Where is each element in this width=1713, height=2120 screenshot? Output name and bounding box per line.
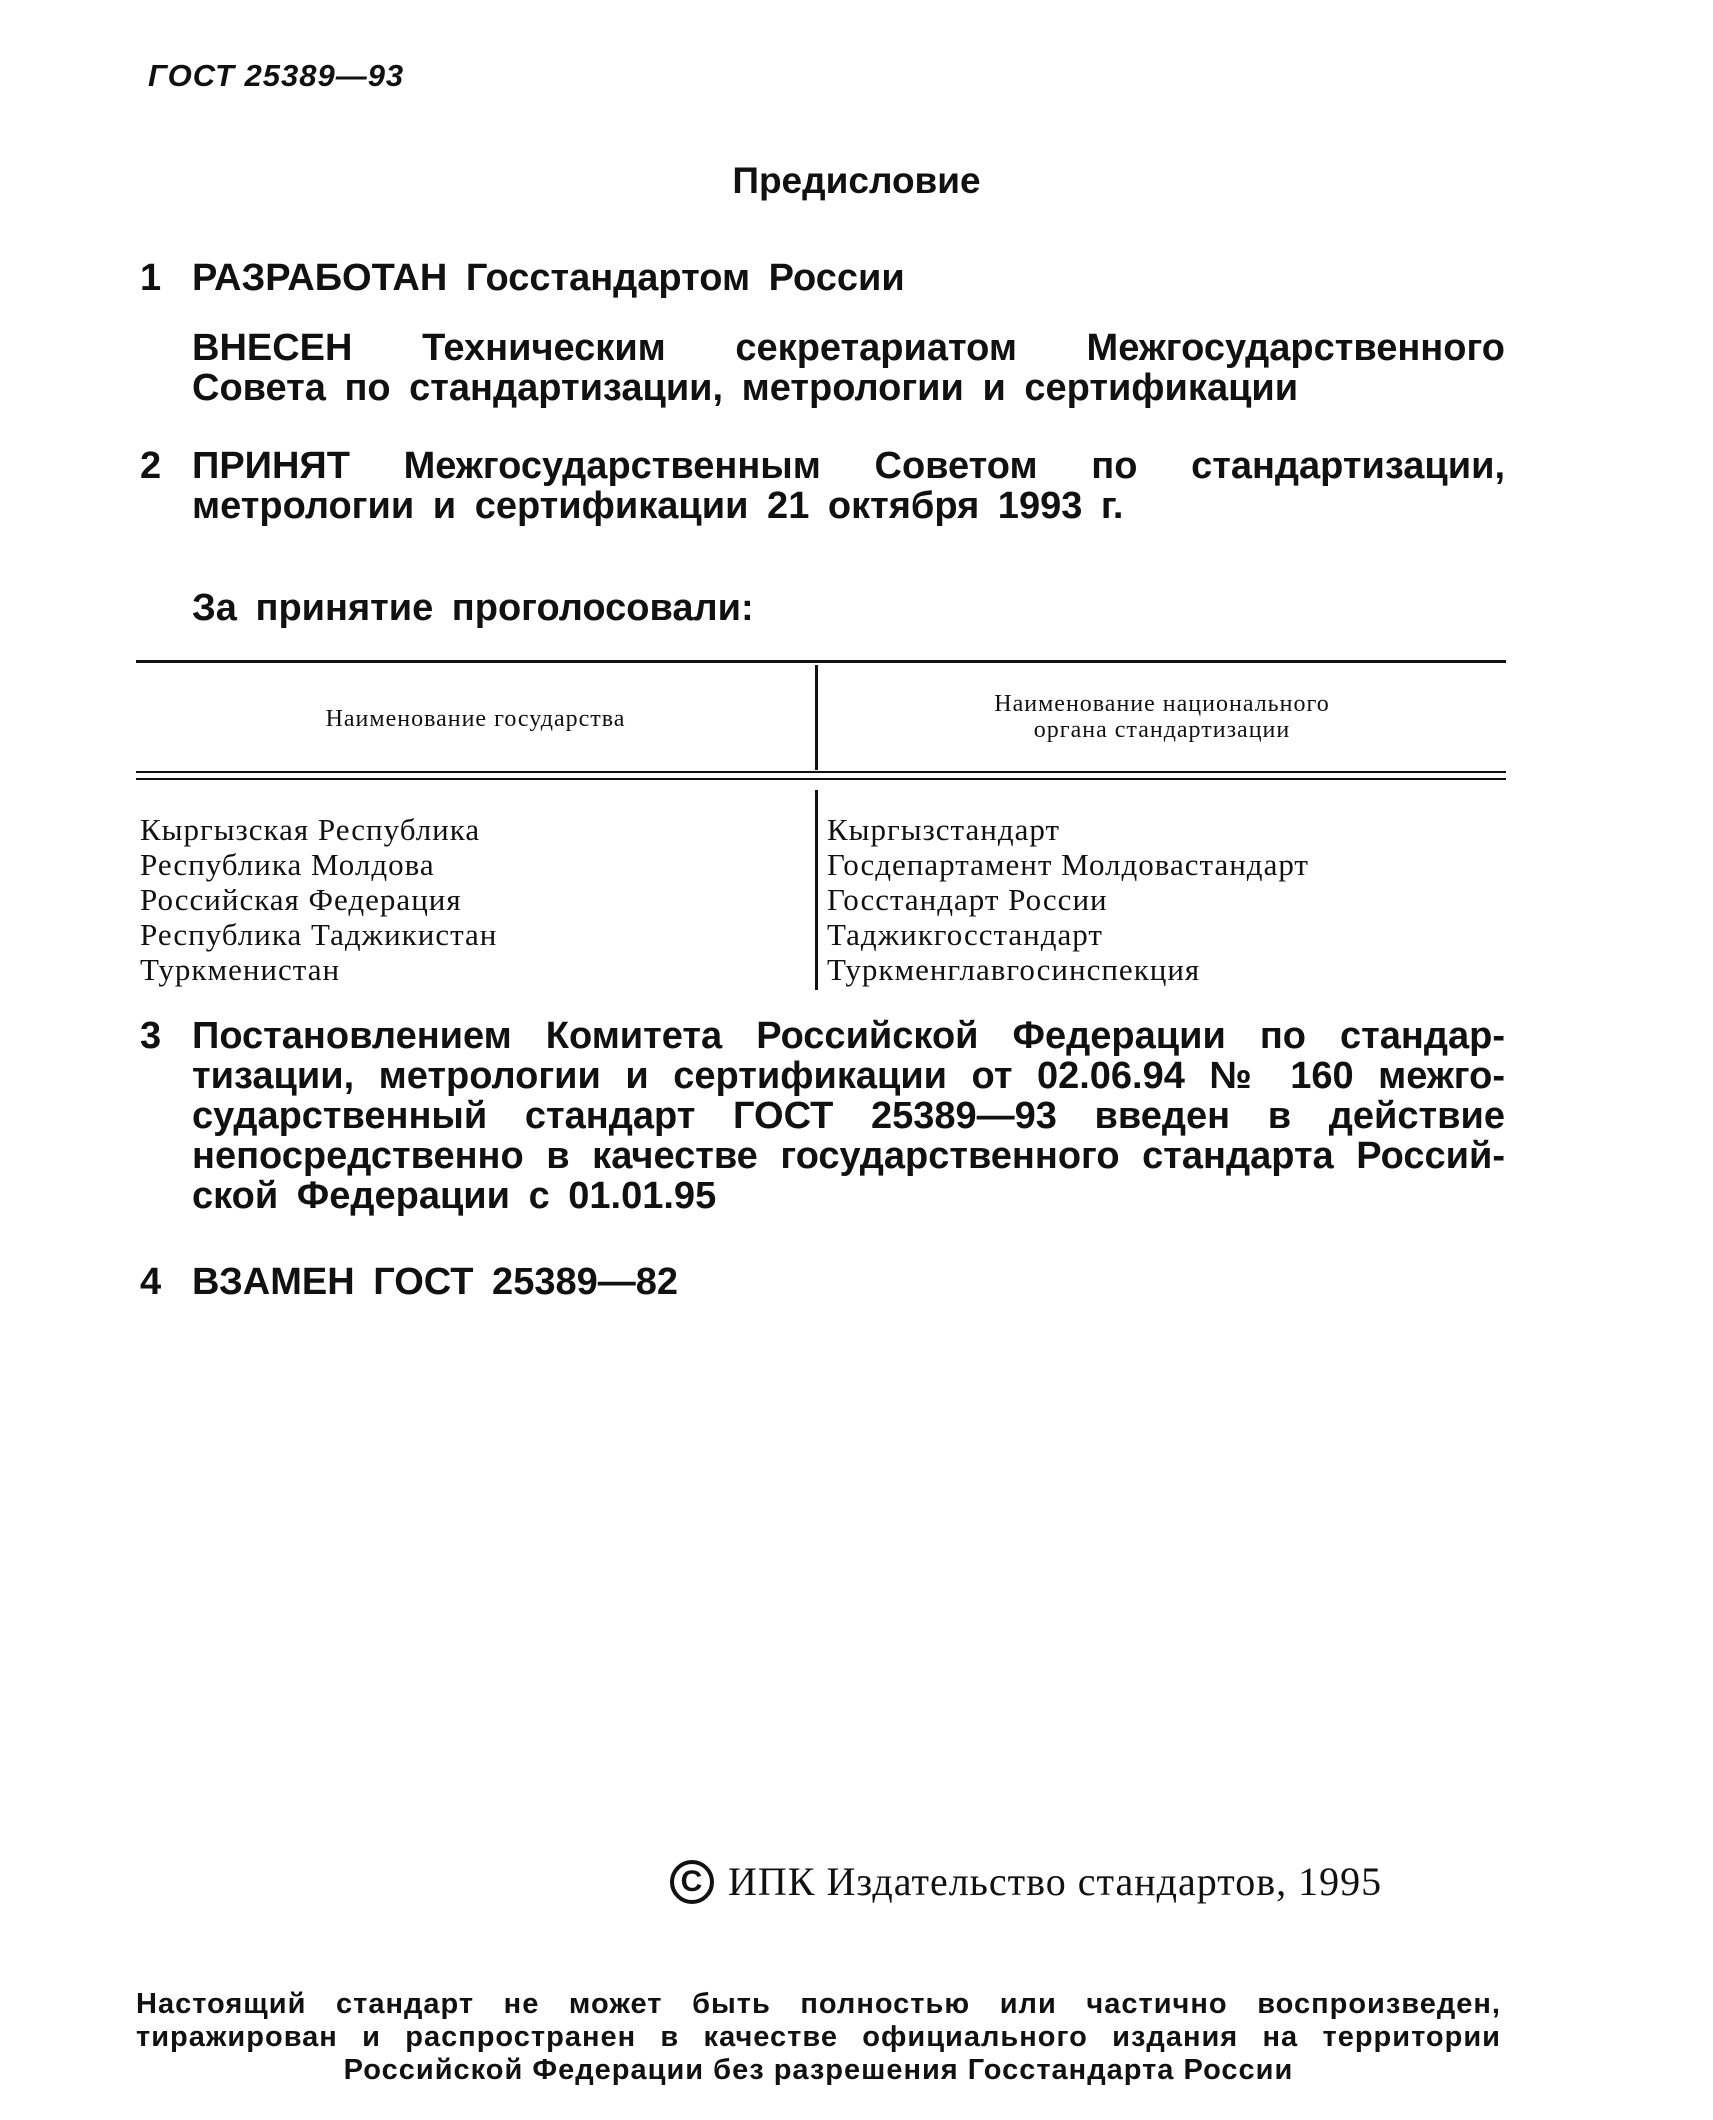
table-cell-body: Туркменглавгосинспекция: [827, 952, 1201, 987]
document-page: ГОСТ 25389—93 Предисловие 1 РАЗРАБОТАН Госстандартом России ВНЕСЕН Техническим секретариатом Межгосударственного Совета по стандартизации, метрологии и сертификации 2 ПРИНЯТ Межгосударственным Советом по стандартизации, метрологии и сертификации 21 октября 1993 г. За принятие проголосовали: Наименование государства Наименование национального органа стандартизации Кыргызская Республика Кыргызстандарт Республика Молдова Госдепартамент Молдовастандарт Российская Федерация Госстандарт России Республика Таджикистан Таджикгосстандарт Туркменистан Туркменглавгосинспекция 3 Постановлением Комитета Российской Федерации по стандар- тизации, метрологии и сертификации от 02.06.94 № 160 межго- сударственный стандарт ГОСТ 25389—93 введен в действие непосредственно в качестве государственного стандарта Россий- ской Федерации с 01.01.95 4 ВЗАМЕН ГОСТ 25389—82 C ИПК Издательство стандартов, 1995 Настоящий стандарт не может быть полностью или частично воспроизведен, тиражирован и распространен в качестве официального издания на территории Российской Федерации без разрешения Госстандарта России: [0, 0, 1713, 2120]
table-header-body-line-2: органа стандартизации: [1033, 717, 1291, 743]
table-header-body-line-1: Наименование национального: [994, 691, 1330, 717]
table-cell-body: Госдепартамент Молдовастандарт: [827, 847, 1309, 882]
standard-code-header: ГОСТ 25389—93: [148, 58, 405, 93]
item-3-line-3: сударственный стандарт ГОСТ 25389—93 введен в действие: [192, 1095, 1505, 1137]
item-3-line-4: непосредственно в качестве государственного стандарта Россий-: [192, 1135, 1505, 1177]
reproduction-notice-line-2: тиражирован и распространен в качестве официального издания на территории: [136, 2021, 1501, 2053]
item-3-number: 3: [140, 1015, 162, 1057]
table-cell-body: Таджикгосстандарт: [827, 917, 1103, 952]
table-cell-state: Кыргызская Республика: [140, 812, 481, 847]
introduced-line-1: ВНЕСЕН Техническим секретариатом Межгосударственного: [192, 327, 1505, 369]
item-3-line-1: Постановлением Комитета Российской Федерации по стандар-: [192, 1015, 1505, 1057]
item-1-number: 1: [140, 257, 162, 299]
table-cell-state: Российская Федерация: [140, 882, 462, 917]
item-3-line-5: ской Федерации с 01.01.95: [192, 1175, 717, 1217]
table-cell-body: Кыргызстандарт: [827, 812, 1060, 847]
table-cell-body: Госстандарт России: [827, 882, 1108, 917]
copyright-notice: [670, 1858, 1382, 1905]
table-column-divider: [815, 665, 818, 770]
reproduction-notice: [136, 1988, 1501, 2087]
copyright-text: ИПК Издательство стандартов, 1995: [728, 1859, 1383, 1904]
table-header-rule: [136, 771, 1506, 773]
table-column-divider: [815, 790, 818, 990]
item-2-line-2: метрологии и сертификации 21 октября 1993 г.: [192, 485, 1124, 527]
table-cell-state: Республика Молдова: [140, 847, 435, 882]
copyright-icon: C: [670, 1860, 714, 1904]
table-header-rule: [136, 778, 1506, 780]
item-4-number: 4: [140, 1261, 162, 1303]
table-header-body: [818, 691, 1506, 743]
item-3-line-2: тизации, метрологии и сертификации от 02.06.94 № 160 межго-: [192, 1055, 1505, 1097]
table-top-rule: [136, 660, 1506, 663]
page-title: Предисловие: [732, 160, 981, 201]
item-2-number: 2: [140, 445, 162, 487]
table-cell-state: Республика Таджикистан: [140, 917, 498, 952]
table-cell-state: Туркменистан: [140, 952, 341, 987]
item-1-text: РАЗРАБОТАН Госстандартом России: [192, 257, 905, 299]
reproduction-notice-line-3: Российской Федерации без разрешения Госстандарта России: [343, 2054, 1294, 2086]
item-2-line-1: ПРИНЯТ Межгосударственным Советом по стандартизации,: [192, 445, 1505, 487]
item-4-text: ВЗАМЕН ГОСТ 25389—82: [192, 1261, 678, 1303]
table-header-state: Наименование государства: [325, 706, 626, 732]
introduced-line-2: Совета по стандартизации, метрологии и сертификации: [192, 367, 1299, 409]
reproduction-notice-line-1: Настоящий стандарт не может быть полностью или частично воспроизведен,: [136, 1988, 1501, 2020]
